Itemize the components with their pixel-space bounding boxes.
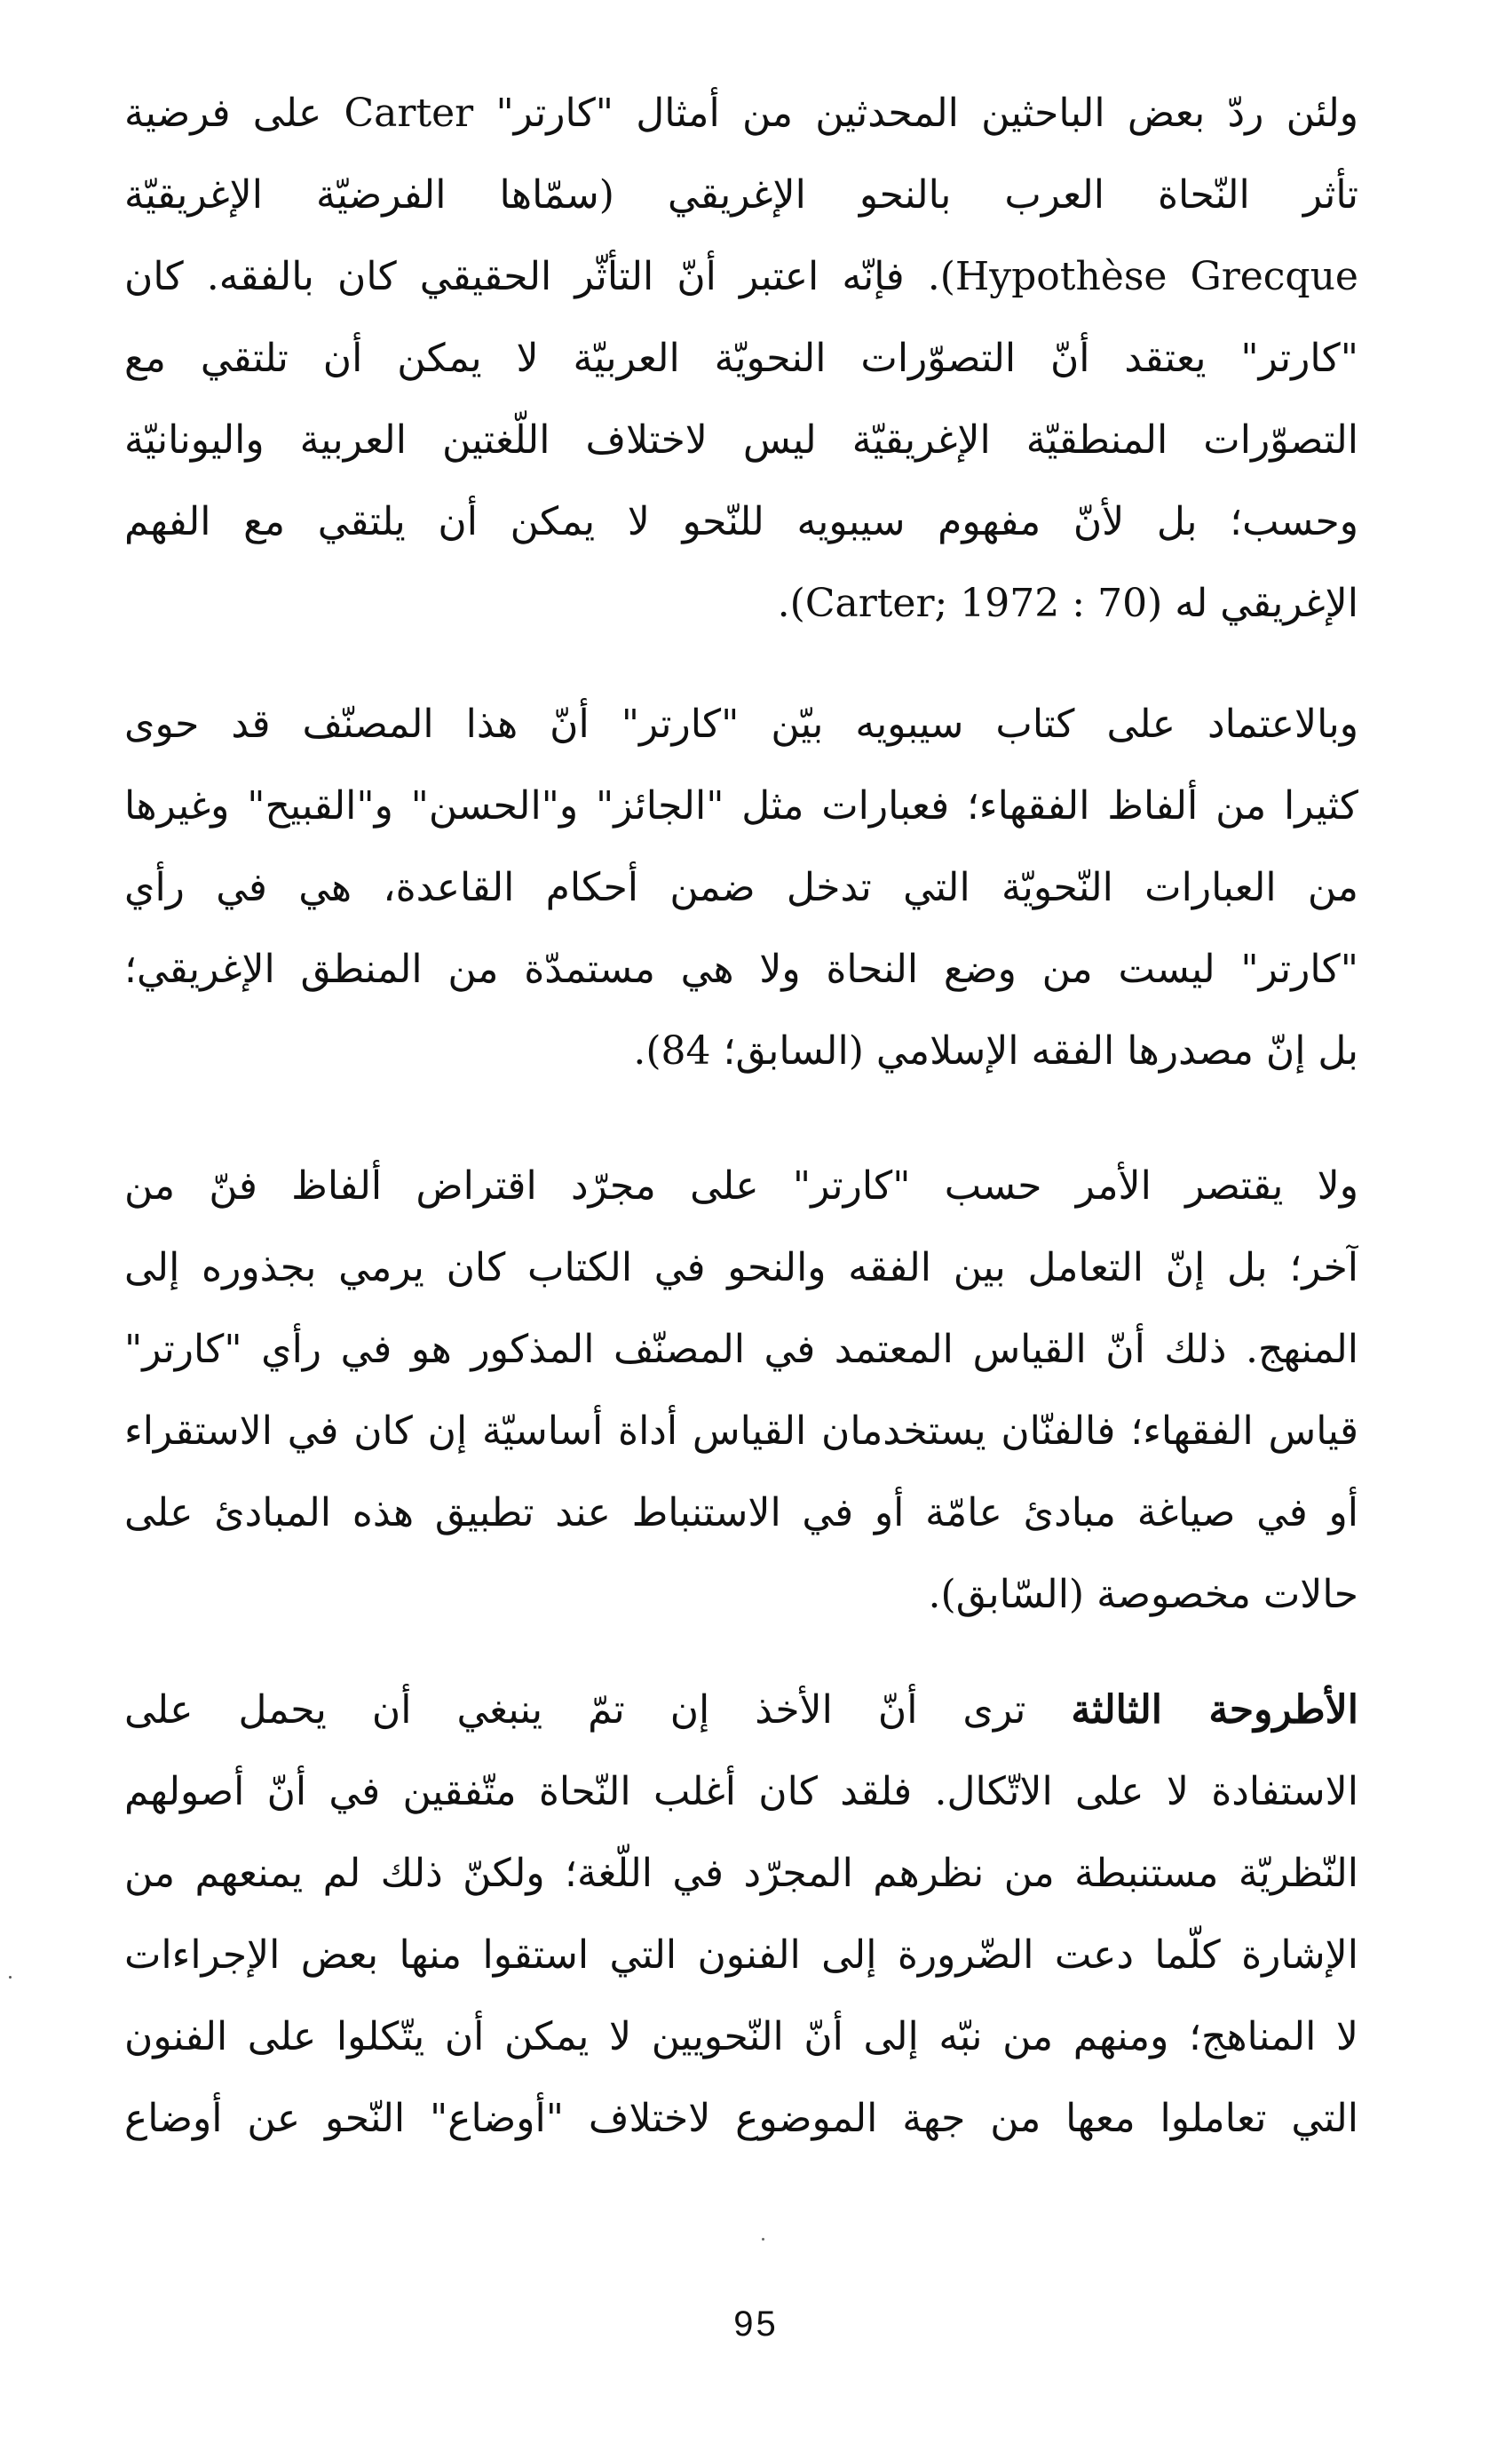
text-line: الإشارة كلّما دعت الضّرورة إلى الفنون التي استقوا منها بعض الإجراءات	[124, 1932, 1358, 1978]
text-line: تأثر النّحاة العرب بالنحو الإغريقي (سمّاها الفرضيّة الإغريقيّة	[124, 172, 1358, 218]
text-line-with-heading	[124, 1670, 1358, 1751]
text-line: كثيرا من ألفاظ الفقهاء؛ فعبارات مثل "الجائز" و"الحسن" و"القبيح" وغيرها	[124, 783, 1358, 829]
text-line: آخر؛ بل إنّ التعامل بين الفقه والنحو في الكتاب كان يرمي بجذوره إلى	[124, 1245, 1358, 1290]
thesis-heading: الأطروحة الثالثة	[1071, 1687, 1358, 1733]
text-line: Hypothèse Grecque). فإنّه اعتبر أنّ التأثّر الحقيقي كان بالفقه. كان	[124, 254, 1358, 299]
text-line: الاستفادة لا على الاتّكال. فلقد كان أغلب النّحاة متّفقين في أنّ أصولهم	[124, 1769, 1358, 1814]
text-line: من العبارات النّحويّة التي تدخل ضمن أحكام القاعدة، هي في رأي	[124, 865, 1358, 910]
text-line-rest: ترى أنّ الأخذ إن تمّ ينبغي أن يحمل على	[124, 1687, 1026, 1733]
text-line: ولا يقتصر الأمر حسب "كارتر" على مجرّد اقتراض ألفاظ فنّ من	[124, 1163, 1358, 1209]
text-line: أو في صياغة مبادئ عامّة أو في الاستنباط عند تطبيق هذه المبادئ على	[124, 1490, 1358, 1535]
text-line: "كارتر" ليست من وضع النحاة ولا هي مستمدّة من المنطق الإغريقي؛	[124, 947, 1358, 992]
text-line: بل إنّ مصدرها الفقه الإسلامي (السابق؛ 84).	[633, 1028, 1358, 1074]
text-line: "كارتر" يعتقد أنّ التصوّرات النحويّة العربيّة لا يمكن أن تلتقي مع	[124, 336, 1358, 381]
text-line: ولئن ردّ بعض الباحثين المحدثين من أمثال "كارتر" Carter على فرضية	[124, 91, 1358, 136]
text-line: الإغريقي له (Carter; 1972 : 70).	[777, 581, 1358, 626]
scan-speck	[762, 2238, 764, 2241]
text-line: وحسب؛ بل لأنّ مفهوم سيبويه للنّحو لا يمكن أن يلتقي مع الفهم	[124, 499, 1358, 544]
paragraph-carter-greek-hypothesis	[124, 73, 1358, 645]
text-line: المنهج. ذلك أنّ القياس المعتمد في المصنّف المذكور هو في رأي "كارتر"	[124, 1327, 1358, 1372]
text-line: التصوّرات المنطقيّة الإغريقيّة ليس لاختلاف اللّغتين العربية واليونانيّة	[124, 417, 1358, 463]
text-line: وبالاعتماد على كتاب سيبويه بيّن "كارتر" أنّ هذا المصنّف قد حوى	[124, 702, 1358, 747]
paragraph-analogy-method	[124, 1146, 1358, 1636]
paragraph-third-thesis	[124, 1670, 1358, 2160]
page-number: 95	[733, 2304, 779, 2344]
text-line: لا المناهج؛ ومنهم من نبّه إلى أنّ النّحويين لا يمكن أن يتّكلوا على الفنون	[124, 2014, 1358, 2059]
text-line: التي تعاملوا معها من جهة الموضوع لاختلاف "أوضاع" النّحو عن أوضاع	[124, 2096, 1358, 2141]
text-line: النّظريّة مستنبطة من نظرهم المجرّد في اللّغة؛ ولكنّ ذلك لم يمنعهم من	[124, 1851, 1358, 1896]
scan-speck	[9, 1976, 12, 1979]
text-line: قياس الفقهاء؛ فالفنّان يستخدمان القياس أداة أساسيّة إن كان في الاستقراء	[124, 1408, 1358, 1454]
text-line: حالات مخصوصة (السّابق).	[928, 1572, 1358, 1617]
paragraph-sibawayh-terms	[124, 684, 1358, 1092]
